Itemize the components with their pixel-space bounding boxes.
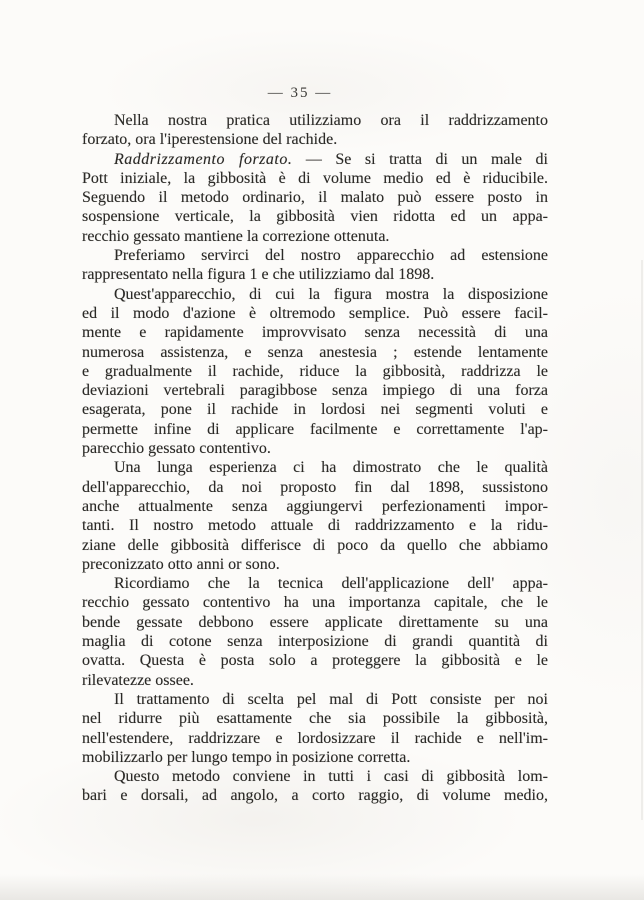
text-line: [82, 381, 548, 400]
text-line: [82, 632, 548, 651]
text-line: [82, 767, 548, 786]
text-line: [82, 613, 548, 632]
text-line: [82, 362, 548, 381]
text-line: [82, 439, 548, 458]
line-text: anche attualmente senza aggiungervi perfezionamenti impor-: [82, 497, 548, 515]
text-line: [82, 188, 548, 207]
line-text: bende gessate debbono essere applicate direttamente su una: [82, 613, 548, 631]
text-line: [82, 265, 548, 284]
text-line: [82, 130, 548, 149]
text-line: [82, 574, 548, 593]
line-text: recchio gessato mantiene la correzione ottenuta.: [82, 227, 390, 245]
text-line: [82, 786, 548, 805]
text-line: [82, 246, 548, 265]
line-text: e gradualmente il rachide, riduce la gibbosità, raddrizza le: [82, 362, 548, 380]
line-text: Pott iniziale, la gibbosità è di volume medio ed è riducibile.: [82, 169, 548, 187]
line-text: maglia di cotone senza interposizione di grandi quantità di: [82, 633, 548, 651]
line-text: deviazioni vertebrali paragibbose senza impiego di una forza: [82, 382, 548, 400]
line-text: Quest'apparecchio, di cui la figura mostra la disposizione: [114, 285, 548, 303]
line-text: dell'apparecchio, da noi proposto fin dal 1898, sussistono: [82, 478, 548, 496]
line-text: forzato, ora l'iperestensione del rachide.: [82, 131, 338, 149]
text-line: [82, 304, 548, 323]
text-line: [82, 748, 548, 767]
line-text: permette infine di applicare facilmente e correttamente l'ap-: [82, 420, 548, 438]
line-text: Ricordiamo che la tecnica dell'applicazione dell' appa-: [114, 575, 548, 593]
line-text: nell'estendere, raddrizzare e lordosizzare il rachide e nell'im-: [82, 729, 548, 747]
line-text: preconizzato otto anni or sono.: [82, 555, 280, 573]
line-text: mente e rapidamente improvvisato senza necessità di una: [82, 324, 548, 342]
line-text: rappresentato nella figura 1 e che utilizziamo dal 1898.: [82, 266, 435, 284]
line-text: — Se si tratta di un male di: [292, 150, 548, 168]
text-line: [82, 690, 548, 709]
text-line: [82, 593, 548, 612]
text-line: [82, 497, 548, 516]
line-text: ziane delle gibbosità differisce di poco da quello che abbiamo: [82, 536, 548, 554]
line-text: nel ridurre più esattamente che sia possibile la gibbosità,: [82, 710, 548, 728]
line-text: ed il modo d'azione è oltremodo semplice. Può essere facil-: [82, 304, 548, 322]
line-text: rilevatezze ossee.: [82, 671, 194, 689]
line-text: Una lunga esperienza ci ha dimostrato che le qualità: [114, 459, 548, 477]
line-text: numerosa assistenza, e senza anestesia ; estende lentamente: [82, 343, 548, 361]
italic-lead: Raddrizzamento forzato.: [114, 150, 293, 168]
line-text: Nella nostra pratica utilizziamo ora il raddrizzamento: [114, 112, 548, 129]
text-line: [82, 651, 548, 670]
text-block: [82, 111, 548, 806]
text-line: [82, 400, 548, 419]
text-line: [82, 343, 548, 362]
line-text: Questo metodo conviene in tutti i casi di gibbosità lom-: [114, 768, 548, 786]
line-text: sospensione verticale, la gibbosità vien ridotta ed un appa-: [82, 208, 548, 226]
line-text: Preferiamo servirci del nostro apparecchio ad estensione: [114, 247, 548, 265]
text-line: [82, 111, 548, 130]
text-line: [82, 458, 548, 477]
line-text: Seguendo il metodo ordinario, il malato può essere posto in: [82, 189, 548, 207]
line-text: mobilizzarlo per lungo tempo in posizione corretta.: [82, 748, 411, 766]
text-line: [82, 150, 548, 169]
text-line: [82, 555, 548, 574]
line-text: bari e dorsali, ad angolo, a corto raggio, di volume medio,: [82, 787, 548, 805]
text-line: [82, 323, 548, 342]
line-text: tanti. Il nostro metodo attuale di raddrizzamento e la ridu-: [82, 517, 548, 535]
page-number: — 35 —: [267, 85, 333, 101]
text-line: [82, 420, 548, 439]
text-line: [82, 285, 548, 304]
text-line: [82, 671, 548, 690]
line-text: esagerata, pone il rachide in lordosi nei segmenti voluti e: [82, 401, 548, 419]
line-text: recchio gessato contentivo ha una importanza capitale, che le: [82, 594, 548, 612]
text-line: [82, 207, 548, 226]
line-text: ovatta. Questa è posta solo a proteggere la gibbosità e le: [82, 652, 548, 670]
text-line: [82, 227, 548, 246]
line-text: Il trattamento di scelta pel mal di Pott consiste per noi: [114, 690, 548, 708]
text-line: [82, 516, 548, 535]
text-line: [82, 729, 548, 748]
text-line: [82, 709, 548, 728]
text-line: [82, 169, 548, 188]
text-line: [82, 478, 548, 497]
text-line: [82, 536, 548, 555]
line-text: parecchio gessato contentivo.: [82, 440, 271, 458]
